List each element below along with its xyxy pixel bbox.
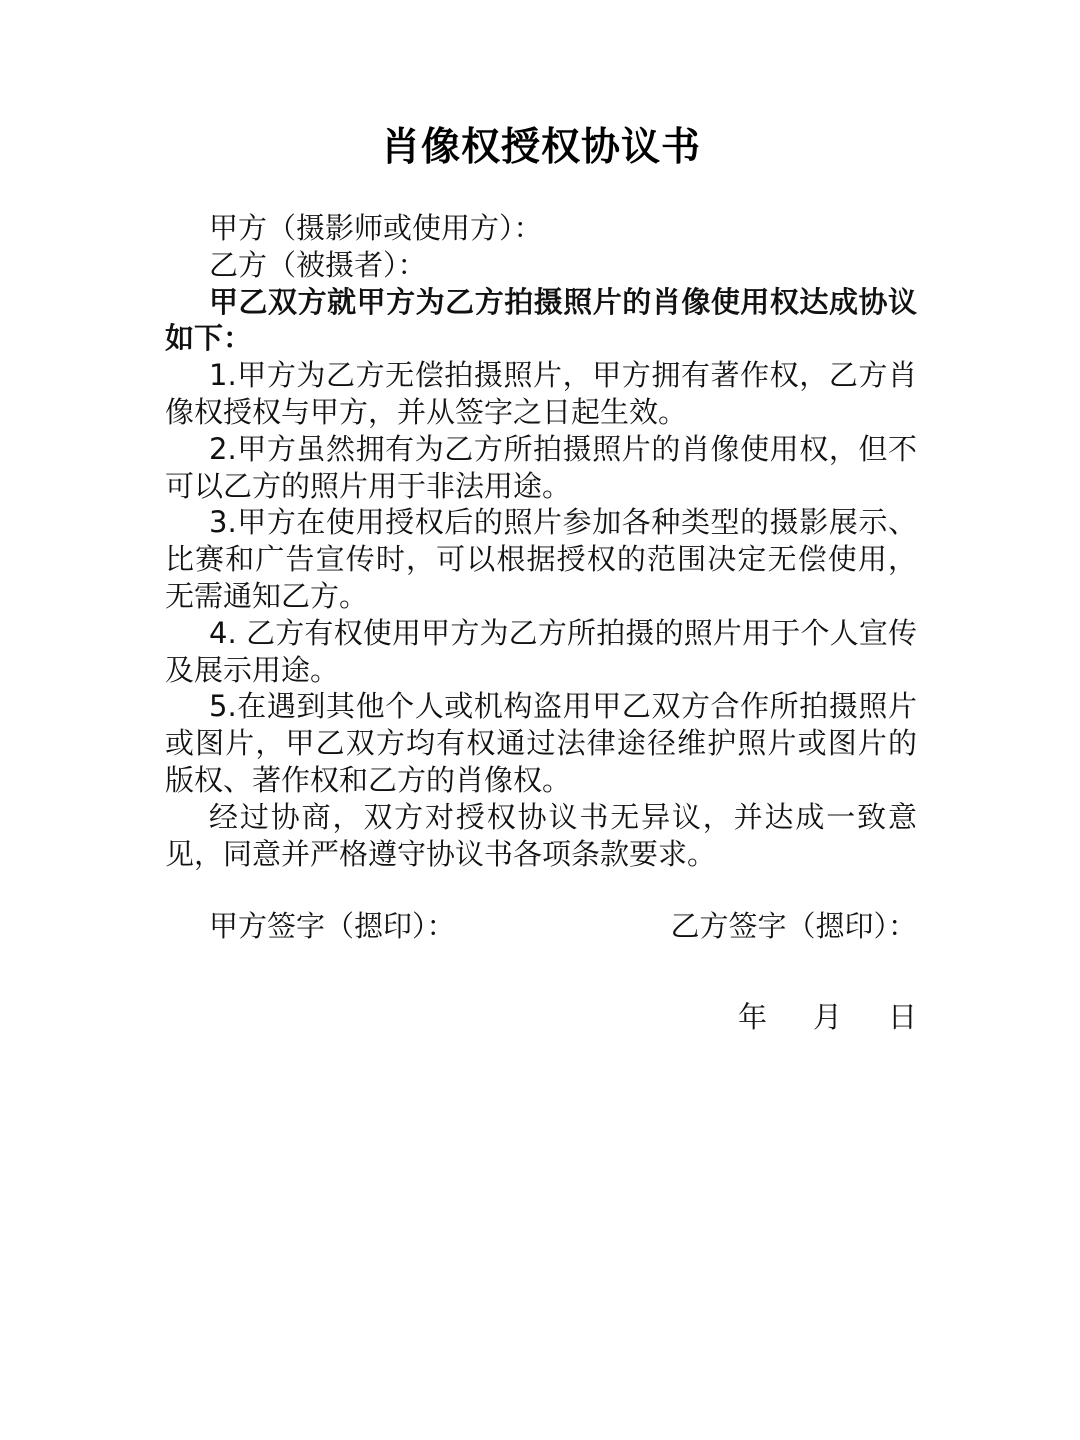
date-day: 日 — [887, 1000, 917, 1035]
agreement-document — [165, 118, 917, 1037]
date-month: 月 — [812, 1000, 842, 1035]
signature-row — [165, 908, 917, 945]
date-year: 年 — [737, 1000, 767, 1035]
clause-3: 3.甲方在使用授权后的照片参加各种类型的摄影展示、比赛和广告宣传时，可以根据授权的范围决定无偿使用，无需通知乙方。 — [165, 505, 917, 613]
document-body — [165, 210, 917, 945]
signature-party-a: 甲方签字（摁印）： — [209, 909, 456, 944]
intro-paragraph: 甲乙双方就甲方为乙方拍摄照片的肖像使用权达成协议如下： — [165, 284, 917, 356]
signature-spacer — [165, 872, 917, 908]
conclusion-paragraph: 经过协商，双方对授权协议书无异议，并达成一致意见，同意并严格遵守协议书各项条款要求。 — [165, 799, 917, 871]
clause-1: 1.甲方为乙方无偿拍摄照片，甲方拥有著作权，乙方肖像权授权与甲方，并从签字之日起生效。 — [165, 358, 917, 429]
clause-4: 4. 乙方有权使用甲方为乙方所拍摄的照片用于个人宣传及展示用途。 — [165, 615, 917, 687]
document-title: 肖像权授权协议书 — [380, 125, 701, 170]
party-a-line: 甲方（摄影师或使用方）： — [209, 211, 543, 245]
clause-5: 5.在遇到其他个人或机构盗用甲乙双方合作所拍摄照片或图片，甲乙双方均有权通过法律途径维护照片或图片的版权、著作权和乙方的肖像权。 — [165, 689, 917, 797]
date-line — [165, 997, 917, 1037]
signature-party-b: 乙方签字（摁印）： — [670, 909, 917, 944]
clause-2: 2.甲方虽然拥有为乙方所拍摄照片的肖像使用权，但不可以乙方的照片用于非法用途。 — [165, 431, 917, 503]
party-b-line: 乙方（被摄者）： — [209, 247, 427, 282]
